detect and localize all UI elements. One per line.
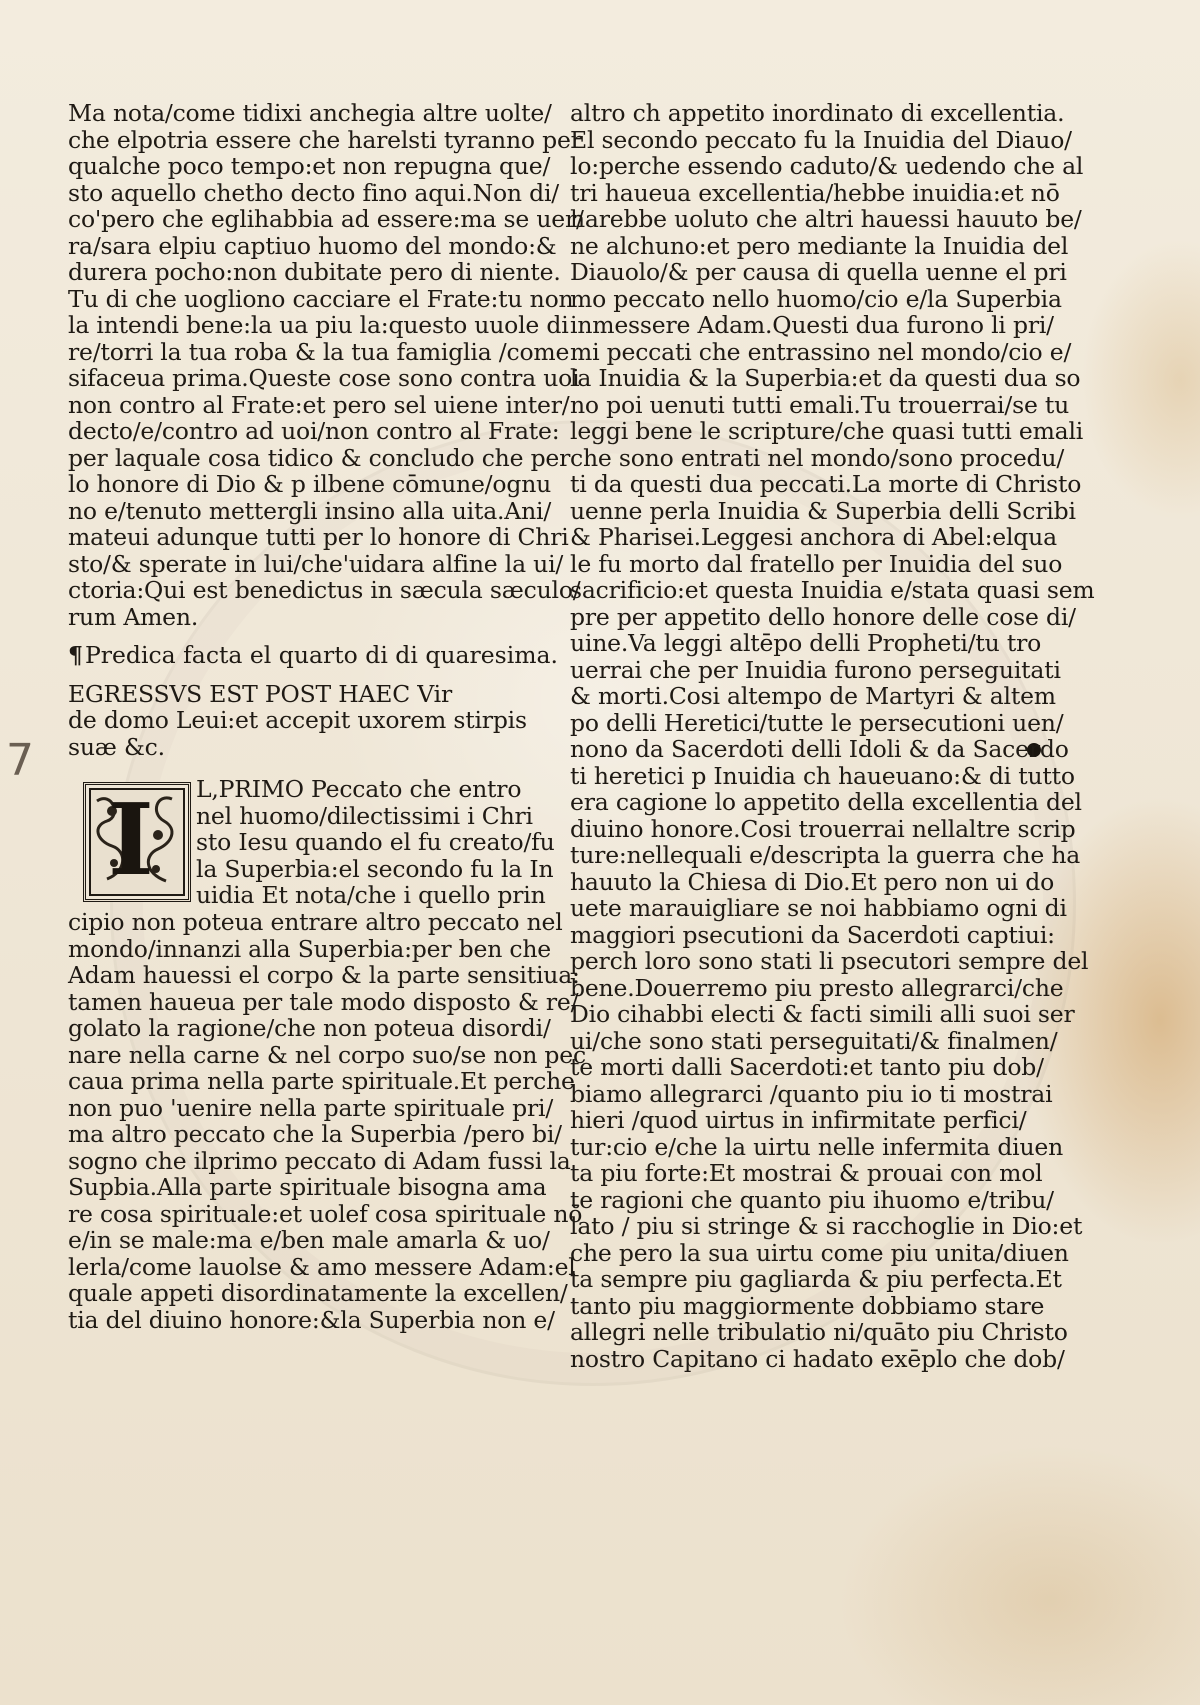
- text-line: nel huomo/dilectissimi i Chri: [196, 801, 533, 830]
- text-line: mateui adunque tutti per lo honore di Chri: [68, 523, 569, 551]
- text-line: tanto piu maggiormente dobbiamo stare: [570, 1291, 1045, 1320]
- text-line: la Inuidia & la Superbia:et da questi dua so: [570, 364, 1081, 392]
- text-line: golato la ragione/che non poteua disordi/: [68, 1014, 551, 1042]
- text-line: re cosa spirituale:et uolef cosa spirituale nō: [68, 1199, 583, 1228]
- text-line: re/torri la tua roba & la tua famiglia /come: [68, 337, 570, 366]
- text-line: suæ &c.: [68, 732, 165, 761]
- text-line: EGRESSVS EST POST HAEC Vir: [68, 679, 452, 708]
- text-line: lo honore di Dio & p ilbene cōmune/ognu: [68, 470, 552, 498]
- text-line: Ma nota/come tidixi anchegia altre uolte/: [68, 99, 552, 127]
- text-line: ra/sara elpiu captiuo huomo del mondo:&: [68, 231, 557, 260]
- text-line: ti heretici p Inuidia ch haueuano:& di tutto: [570, 761, 1075, 790]
- text-line: sifaceua prima.Queste cose sono contra uoi: [68, 364, 580, 392]
- text-line: uidia Et nota/che i quello prin: [196, 881, 546, 909]
- text-line: Supbia.Alla parte spirituale bisogna ama: [68, 1173, 547, 1201]
- text-line: no poi uenuti tutti emali.Tu trouerrai/se tu: [570, 390, 1070, 419]
- text-line: non puo 'uenire nella parte spirituale pri/: [68, 1093, 554, 1122]
- text-line: Dio cihabbi electi & facti simili alli suoi ser: [570, 1000, 1075, 1028]
- text-line: uete marauigliare se noi habbiamo ogni di: [570, 894, 1067, 922]
- text-line: lo:perche essendo caduto/& uedendo che al: [570, 152, 1084, 180]
- text-line: nostro Capitano ci hadato exēplo che dob/: [570, 1344, 1065, 1373]
- text-line: ture:nellequali e/descripta la guerra che ha: [570, 841, 1081, 869]
- text-line: quale appeti disordinatamente la excellen/: [68, 1279, 568, 1307]
- text-line: & morti.Cosi altempo de Martyri & altem: [570, 682, 1056, 710]
- text-line: lato / piu si stringe & si racchoglie in Dio:et: [570, 1212, 1083, 1240]
- text-line: sto aquello chetho decto fino aqui.Non di/: [68, 178, 559, 207]
- text-line: uine.Va leggi altēpo delli Propheti/tu tro: [570, 629, 1042, 657]
- margin-annotation: 7: [6, 735, 34, 786]
- text-line: era cagione lo appetito della excellentia del: [570, 788, 1082, 816]
- text-line: te ragioni che quanto piu ihuomo e/tribu/: [570, 1185, 1054, 1214]
- text-line: Tu di che uogliono cacciare el Frate:tu non: [68, 284, 574, 313]
- text-line: che sono entrati nel mondo/sono procedu/: [570, 443, 1065, 472]
- text-line: biamo allegrarci /quanto piu io ti mostrai: [570, 1079, 1053, 1108]
- text-line: sto/& sperate in lui/che'uidara alfine la ui/: [68, 549, 564, 578]
- pilcrow-icon: ¶: [68, 641, 83, 669]
- initial-paragraph: [68, 775, 555, 909]
- text-line: lerla/come lauolse & amo messere Adam:el: [68, 1252, 576, 1281]
- text-line: sacrificio:et questa Inuidia e/stata quasi sem: [570, 576, 1095, 604]
- text-line: decto/e/contro ad uoi/non contro al Frate:: [68, 417, 560, 445]
- left-column: [68, 99, 586, 1334]
- text-line: tia del diuino honore:&la Superbia non e/: [68, 1305, 555, 1334]
- text-line: co'pero che eglihabbia ad essere:ma se uer/: [68, 205, 584, 233]
- text-line: la intendi bene:la ua piu la:questo uuole di: [68, 311, 569, 339]
- text-line: per laquale cosa tidico & concludo che per: [68, 443, 571, 472]
- text-line: Adam hauessi el corpo & la parte sensitiua:: [68, 961, 580, 989]
- text-line: diuino honore.Cosi trouerrai nellaltre scrip: [570, 814, 1076, 843]
- text-line: L,PRIMO Peccato che entro: [196, 775, 522, 803]
- text-line: che pero la sua uirtu come piu unita/diuen: [570, 1238, 1069, 1267]
- text-line: durera pocho:non dubitate pero di niente.: [68, 258, 561, 286]
- text-line: sogno che ilprimo peccato di Adam fussi la: [68, 1146, 571, 1175]
- right-column: [570, 99, 1095, 1373]
- text-line: nono da Sacerdoti delli Idoli & da Sacerdo: [570, 735, 1069, 763]
- right-text-block: [570, 99, 1095, 1373]
- text-line: hauuto la Chiesa di Dio.Et pero non ui do: [570, 867, 1055, 896]
- text-line: inmessere Adam.Questi dua furono li pri/: [570, 311, 1054, 339]
- left-text-block-a: [68, 99, 584, 631]
- text-line: mi peccati che entrassino nel mondo/cio e/: [570, 337, 1072, 366]
- text-line: mo peccato nello huomo/cio e/la Superbia: [570, 284, 1062, 313]
- text-line: ta piu forte:Et mostrai & prouai con mol: [570, 1159, 1043, 1187]
- heading-text: Predica facta el quarto di di quaresima.: [84, 641, 559, 669]
- text-line: pre per appetito dello honore delle cose di/: [570, 602, 1076, 631]
- text-line: po delli Heretici/tutte le persecutioni uen/: [570, 708, 1064, 737]
- left-text-block-c: [68, 908, 586, 1334]
- text-line: allegri nelle tribulatio ni/quāto piu Christo: [570, 1318, 1068, 1346]
- text-line: Diauolo/& per causa di quella uenne el pri: [570, 258, 1067, 286]
- text-line: de domo Leui:et accepit uxorem stirpis: [68, 706, 527, 734]
- text-line: ctoria:Qui est benedictus in sæcula sæculo/: [68, 576, 581, 604]
- text-line: ne alchuno:et pero mediante la Inuidia del: [570, 231, 1069, 260]
- text-line: le fu morto dal fratello per Inuidia del suo: [570, 549, 1063, 578]
- text-line: perch loro sono stati li psecutori sempre del: [570, 947, 1089, 975]
- text-line: ma altro peccato che la Superbia /pero bi/: [68, 1120, 562, 1148]
- text-line: El secondo peccato fu la Inuidia del Diauo/: [570, 125, 1072, 154]
- left-text-block-b: [68, 681, 533, 761]
- initial-letter: I: [108, 783, 154, 898]
- decorated-initial: [83, 782, 191, 902]
- text-line: cipio non poteua entrare altro peccato nel: [68, 908, 563, 936]
- text-line: harebbe uoluto che altri hauessi hauuto be/: [570, 205, 1082, 233]
- sermon-heading: [68, 641, 559, 669]
- text-line: rum Amen.: [68, 602, 199, 631]
- text-line: te morti dalli Sacerdoti:et tanto piu dob/: [570, 1053, 1044, 1081]
- text-line: altro ch appetito inordinato di excellentia.: [570, 99, 1065, 127]
- text-line: tri haueua excellentia/hebbe inuidia:et nō: [570, 178, 1060, 207]
- text-line: & Pharisei.Leggesi anchora di Abel:elqua: [570, 523, 1057, 551]
- text-line: che elpotria essere che harelsti tyranno per: [68, 125, 582, 154]
- text-line: hieri /quod uirtus in infirmitate perfici/: [570, 1106, 1027, 1134]
- text-line: uerrai che per Inuidia furono perseguitati: [570, 655, 1061, 684]
- text-line: ta sempre piu gagliarda & piu perfecta.Et: [570, 1265, 1062, 1293]
- text-line: non contro al Frate:et pero sel uiene inter/: [68, 390, 570, 419]
- text-line: ti da questi dua peccati.La morte di Christo: [570, 470, 1082, 498]
- text-line: la Superbia:el secondo fu la In: [196, 854, 554, 883]
- text-line: sto Iesu quando el fu creato/fu: [196, 828, 555, 856]
- text-line: tur:cio e/che la uirtu nelle infermita diuen: [570, 1132, 1064, 1161]
- initial-lines: [196, 776, 555, 909]
- text-line: leggi bene le scripture/che quasi tutti emali: [570, 417, 1084, 445]
- text-line: caua prima nella parte spirituale.Et perche: [68, 1067, 575, 1095]
- text-line: mondo/innanzi alla Superbia:per ben che: [68, 934, 552, 963]
- text-line: nare nella carne & nel corpo suo/se non pec: [68, 1040, 586, 1069]
- text-line: maggiori psecutioni da Sacerdoti captiui:: [570, 920, 1055, 949]
- text-line: uenne perla Inuidia & Superbia delli Scribi: [570, 496, 1076, 525]
- text-line: bene.Douerremo piu presto allegrarci/che: [570, 973, 1064, 1002]
- text-line: e/in se male:ma e/ben male amarla & uo/: [68, 1226, 550, 1254]
- text-line: ui/che sono stati perseguitati/& finalmen/: [570, 1026, 1058, 1055]
- text-line: qualche poco tempo:et non repugna que/: [68, 152, 551, 180]
- text-line: tamen haueua per tale modo disposto & re/: [68, 987, 579, 1016]
- text-line: no e/tenuto mettergli insino alla uita.Ani/: [68, 496, 552, 525]
